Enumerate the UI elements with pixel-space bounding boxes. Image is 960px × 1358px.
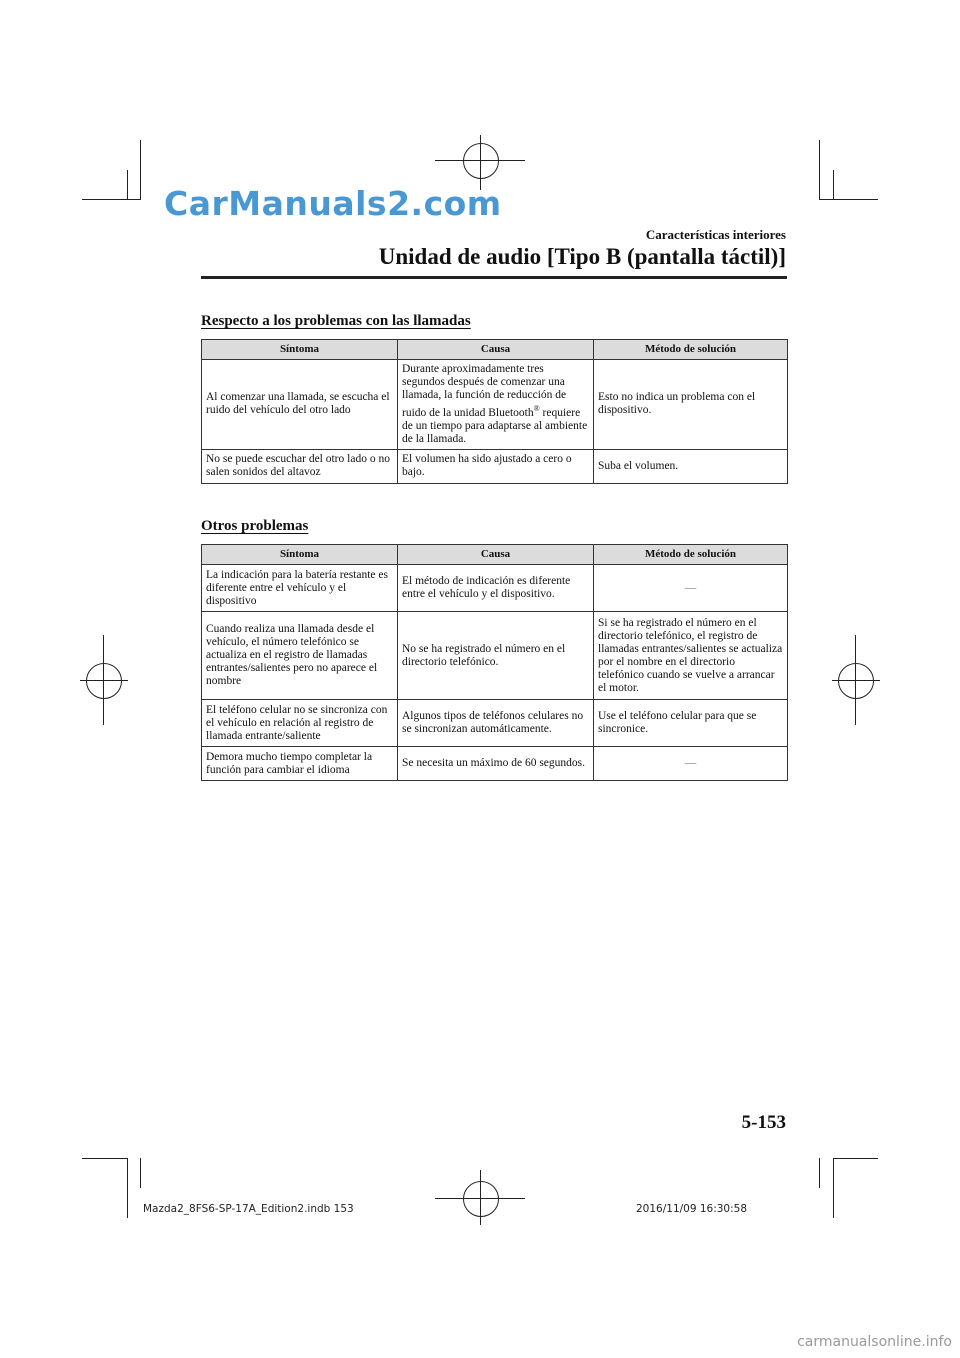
crop-mark: [82, 1158, 128, 1159]
cell-cause-text: requiere de un tiempo para adaptarse al ambiente de la llamada.: [402, 406, 588, 445]
column-header: Síntoma: [202, 340, 398, 360]
crop-mark: [819, 1158, 820, 1188]
crop-mark: [833, 1158, 834, 1218]
section-label: Características interiores: [645, 227, 786, 242]
section-heading-calls: Respecto a los problemas con las llamadas: [201, 313, 471, 329]
cell-cause: No se ha registrado el número en el directorio telefónico.: [398, 612, 594, 700]
cell-symptom: Al comenzar una llamada, se escucha el ruido del vehículo del otro lado: [202, 360, 398, 450]
cell-solution: Suba el volumen.: [594, 449, 788, 483]
cell-cause: El volumen ha sido ajustado a cero o bajo.: [398, 449, 594, 483]
cell-symptom: Cuando realiza una llamada desde el vehículo, el número telefónico se actualiza en el registro de llamadas entrantes/salientes pero no aparece el nombre: [202, 612, 398, 700]
table-row: [202, 449, 788, 483]
crop-mark: [833, 1158, 878, 1159]
cell-cause: El método de indicación es diferente entre el vehículo y el dispositivo.: [398, 565, 594, 612]
cell-solution: —: [594, 747, 788, 781]
table-header-row: [202, 340, 788, 360]
page-number: 5-153: [741, 1112, 786, 1133]
table-row: [202, 700, 788, 747]
cell-solution: —: [594, 565, 788, 612]
registered-mark: ®: [533, 404, 540, 413]
cell-cause: Se necesita un máximo de 60 segundos.: [398, 747, 594, 781]
crop-mark: [819, 140, 820, 200]
cell-cause: Algunos tipos de teléfonos celulares no se sincronizan automáticamente.: [398, 700, 594, 747]
footer-timestamp: 2016/11/09 16:30:58: [636, 1203, 748, 1215]
cell-symptom: Demora mucho tiempo completar la función para cambiar el idioma: [202, 747, 398, 781]
cell-symptom: El teléfono celular no se sincroniza con el vehículo en relación al registro de llamada entrante/saliente: [202, 700, 398, 747]
cell-solution: Use el teléfono celular para que se sincronice.: [594, 700, 788, 747]
calls-problems-table: [201, 339, 788, 484]
page-title: Unidad de audio [Tipo B (pantalla táctil)]: [378, 244, 786, 269]
crop-mark: [140, 140, 141, 200]
column-header: Síntoma: [202, 545, 398, 565]
title-rule: [201, 276, 787, 279]
other-problems-table: [201, 544, 788, 781]
column-header: Método de solución: [594, 545, 788, 565]
cell-solution: Si se ha registrado el número en el directorio telefónico, el registro de llamadas entrantes/salientes se actualiza por el nombre en el directorio telefónico cuando se vuelve a arrancar el motor.: [594, 612, 788, 700]
cell-cause-text: Durante aproximadamente tres segundos después de comenzar una llamada, la función de reducción de ruido de la unidad Bluetooth: [402, 363, 567, 419]
table-row: [202, 360, 788, 450]
cell-symptom: No se puede escuchar del otro lado o no salen sonidos del altavoz: [202, 449, 398, 483]
cell-symptom: La indicación para la batería restante es diferente entre el vehículo y el dispositivo: [202, 565, 398, 612]
cell-cause: [398, 360, 594, 450]
crop-mark: [833, 170, 834, 200]
crop-mark: [140, 1158, 141, 1188]
crop-mark: [82, 199, 141, 200]
registration-circle: [463, 143, 499, 179]
footer-file-name: Mazda2_8FS6-SP-17A_Edition2.indb 153: [143, 1203, 354, 1215]
table-row: [202, 747, 788, 781]
table-header-row: [202, 545, 788, 565]
watermark-logo: CarManuals2.com: [164, 184, 502, 223]
column-header: Causa: [398, 545, 594, 565]
table-row: [202, 565, 788, 612]
section-heading-other: Otros problemas: [201, 518, 309, 534]
footer-logo: carmanualsonline.info: [797, 1334, 952, 1350]
column-header: Método de solución: [594, 340, 788, 360]
crop-mark: [819, 199, 878, 200]
column-header: Causa: [398, 340, 594, 360]
table-row: [202, 612, 788, 700]
crop-mark: [127, 170, 128, 200]
cell-solution: Esto no indica un problema con el dispositivo.: [594, 360, 788, 450]
registration-circle: [463, 1181, 499, 1217]
registration-circle: [838, 663, 874, 699]
crop-mark: [127, 1158, 128, 1218]
registration-circle: [86, 663, 122, 699]
